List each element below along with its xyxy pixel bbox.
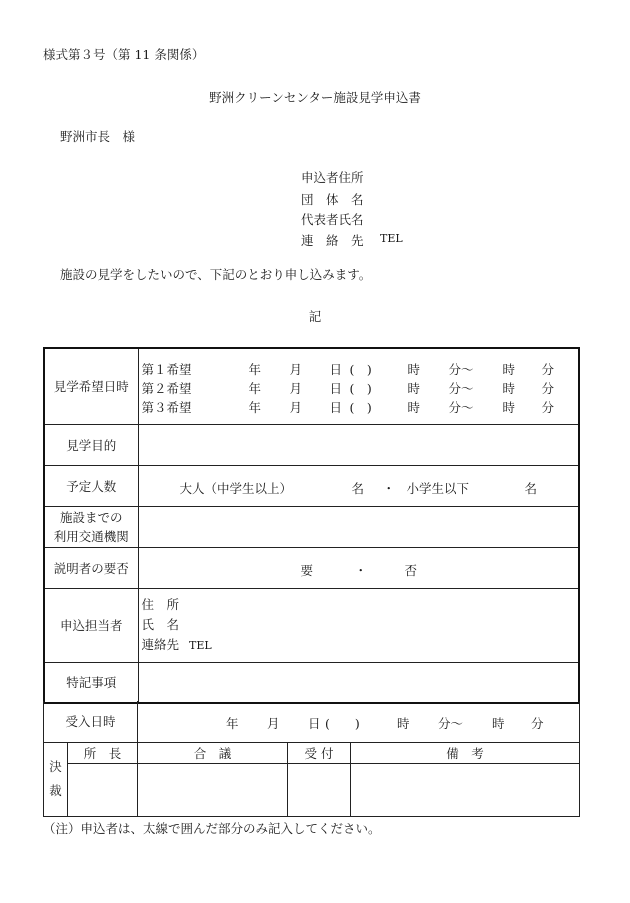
- hour-label: 時: [407, 399, 421, 415]
- explainer-field[interactable]: [138, 547, 579, 588]
- year-label: 年: [248, 399, 262, 415]
- director-stamp-cell: [68, 763, 138, 816]
- received-label: 受入日時: [44, 701, 138, 742]
- approval-header-row: [44, 742, 580, 763]
- contact-person-address: 住 所: [141, 596, 180, 612]
- month-label: 月: [289, 399, 303, 415]
- contact-person-row: [44, 588, 579, 662]
- column-director: 所 長: [68, 742, 138, 763]
- children-unit: 名: [524, 480, 538, 496]
- headcount-separator: ・: [382, 480, 396, 496]
- choice-label: 第３希望: [141, 399, 192, 415]
- purpose-row: [44, 424, 579, 465]
- choice-label: 第１希望: [141, 361, 192, 377]
- applicant-tel-label: TEL: [380, 232, 403, 245]
- headcount-row: [44, 465, 579, 506]
- contact-person-field[interactable]: [138, 588, 579, 662]
- addressee: 野洲市長 様: [60, 129, 136, 144]
- notes-label: 特記事項: [44, 662, 138, 703]
- applicant-contact-label: 連 絡 先: [301, 233, 364, 248]
- application-form-table: [43, 347, 580, 704]
- minute-label: 分～: [448, 380, 474, 396]
- notes-field[interactable]: [138, 662, 579, 703]
- month-label: 月: [289, 361, 303, 377]
- end-hour-label: 時: [502, 380, 516, 396]
- contact-person-tel: TEL: [189, 638, 212, 652]
- children-label: 小学生以下: [406, 480, 470, 496]
- received-month: 月: [267, 716, 280, 732]
- column-consultation: 合 議: [138, 742, 288, 763]
- reception-stamp-cell: [288, 763, 351, 816]
- weekday-label: ( ): [349, 361, 372, 377]
- applicant-representative-label: 代表者氏名: [301, 212, 364, 227]
- day-label: 日: [329, 361, 343, 377]
- hour-label: 時: [407, 380, 421, 396]
- visit-date-label: 見学希望日時: [44, 348, 138, 424]
- contact-person-contact-line: [142, 635, 579, 656]
- adults-unit: 名: [351, 480, 365, 496]
- remarks-cell: [351, 763, 580, 816]
- office-use-table: [43, 701, 580, 817]
- explainer-row: [44, 547, 579, 588]
- received-field: [138, 701, 580, 742]
- visit-date-row: [44, 348, 579, 424]
- purpose-field[interactable]: [138, 424, 579, 465]
- transport-label-line1: 施設までの: [59, 509, 123, 525]
- received-end-hour: 時: [492, 716, 505, 732]
- end-minute-label: 分: [541, 361, 555, 377]
- weekday-label: ( ): [349, 399, 372, 415]
- visit-date-choice-2: [139, 377, 579, 396]
- visit-date-choice-3: [139, 396, 579, 415]
- end-hour-label: 時: [502, 399, 516, 415]
- explainer-yes[interactable]: 要: [300, 562, 314, 578]
- applicant-representative-row: [0, 210, 630, 226]
- notes-row: [44, 662, 579, 703]
- contact-person-contact: 連絡先: [141, 636, 180, 652]
- day-label: 日: [329, 380, 343, 396]
- applicant-group-label: 団 体 名: [301, 192, 364, 207]
- received-day: 日: [308, 716, 321, 732]
- choice-label: 第２希望: [141, 380, 192, 396]
- applicant-group-row: [0, 190, 630, 206]
- footnote: （注）申込者は、太線で囲んだ部分のみ記入してください。: [43, 821, 381, 836]
- received-hour: 時: [397, 716, 410, 732]
- ki-heading: 記: [308, 309, 322, 324]
- month-label: 月: [289, 380, 303, 396]
- purpose-label: 見学目的: [44, 424, 138, 465]
- column-reception: 受 付: [288, 742, 351, 763]
- headcount-label: 予定人数: [44, 465, 138, 506]
- day-label: 日: [329, 399, 343, 415]
- applicant-address-row: [0, 168, 630, 184]
- transport-label: [44, 506, 138, 547]
- minute-label: 分～: [448, 361, 474, 377]
- end-minute-label: 分: [541, 399, 555, 415]
- visit-date-field[interactable]: [138, 348, 579, 424]
- headcount-field[interactable]: [138, 465, 579, 506]
- intro-text: 施設の見学をしたいので、下記のとおり申し込みます。: [60, 267, 372, 282]
- contact-person-name: 氏 名: [141, 616, 180, 632]
- consultation-stamp-cell: [138, 763, 288, 816]
- column-remarks: 備 考: [351, 742, 580, 763]
- approval-stamp-row: [44, 763, 580, 816]
- received-minute: 分～: [438, 716, 464, 732]
- contact-person-label: 申込担当者: [44, 588, 138, 662]
- end-minute-label: 分: [541, 380, 555, 396]
- applicant-address-label: 申込者住所: [301, 170, 364, 185]
- adults-label: 大人（中学生以上）: [179, 480, 293, 496]
- transport-field[interactable]: [138, 506, 579, 547]
- visit-date-choice-1: [139, 358, 579, 377]
- received-year: 年: [226, 716, 239, 732]
- explainer-label: 説明者の要否: [44, 547, 138, 588]
- explainer-no[interactable]: 否: [404, 562, 418, 578]
- received-row: [44, 701, 580, 742]
- form-number: 様式第３号（第 11 条関係）: [43, 47, 205, 62]
- year-label: 年: [248, 380, 262, 396]
- form-title: 野洲クリーンセンター施設見学申込書: [209, 90, 421, 105]
- transport-label-line2: 利用交通機関: [53, 528, 129, 544]
- applicant-contact-row: [0, 231, 630, 247]
- received-weekday: ( ): [325, 716, 360, 732]
- hour-label: 時: [407, 361, 421, 377]
- received-end-minute: 分: [531, 716, 544, 732]
- explainer-separator: ・: [354, 562, 368, 578]
- end-hour-label: 時: [502, 361, 516, 377]
- minute-label: 分～: [448, 399, 474, 415]
- year-label: 年: [248, 361, 262, 377]
- weekday-label: ( ): [349, 380, 372, 396]
- decision-label: 決 裁: [44, 742, 68, 816]
- transport-row: [44, 506, 579, 547]
